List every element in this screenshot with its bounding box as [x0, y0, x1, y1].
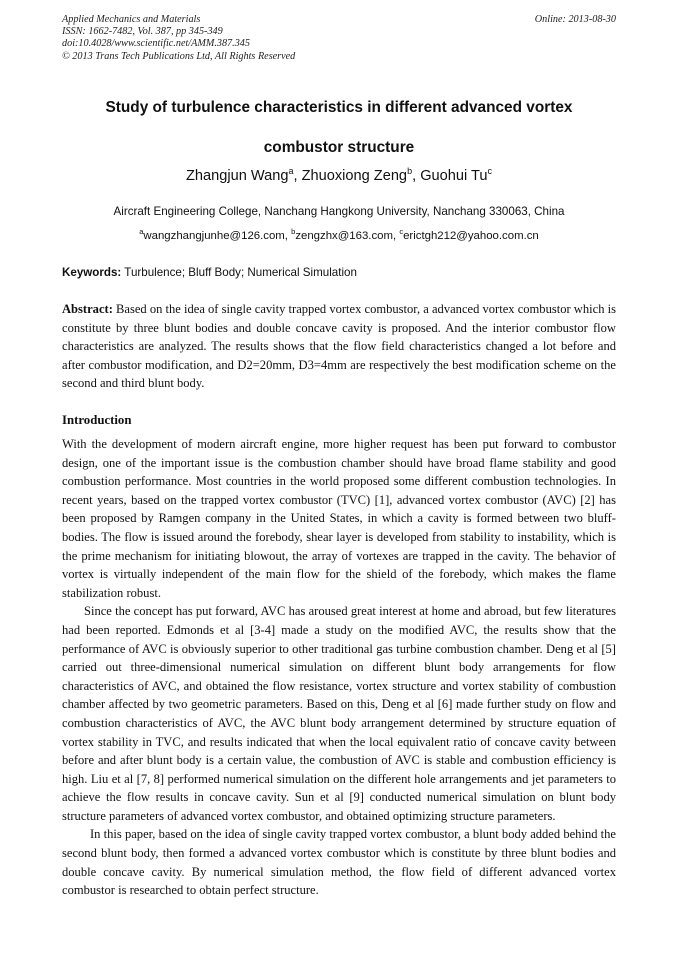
doi-line: doi:10.4028/www.scientific.net/AMM.387.345: [62, 38, 250, 50]
author-affiliation-mark: a: [288, 166, 294, 177]
paragraph: Since the concept has put forward, AVC has aroused great interest at home and abroad, but few literatures had been reported. Edmonds et al [3-4] made a study on the modified AVC, the results show that the performance of AVC is obviously superior to other traditional gas turbine combustion chamber. Deng et al [5] carried out three-dimensional numerical simulation on different blunt body arrangements for flow characteristics of AVC, and obtained the flow resistance, vortex structure and vortex stability of combustion chamber affected by two geometric parameters. Based on this, Deng et al [6] made further study on flow and combustion characteristics of AVC, the AVC blunt body arrangement determined by structure equation of vortex stability in TVC, and results indicated that when the local equivalent ratio of concave cavity between before and after blunt body is a certain value, the combustion of AVC is stable and combustion efficiency is high. Liu et al [7, 8] performed numerical simulation on the different hole arrangements and jet parameters to achieve the flow results in concave cavity. Sun et al [9] conducted numerical simulation on blunt body structure parameters of advanced vortex combustor, and obtained optimizing structure parameters.: [62, 604, 616, 823]
journal-name: Applied Mechanics and Materials: [62, 14, 201, 25]
email-address[interactable]: erictgh212@yahoo.com.cn: [403, 230, 539, 242]
paragraph: In this paper, based on the idea of single cavity trapped vortex combustor, a blunt body added behind the second blunt body, then formed a advanced vortex combustor which is constitute by three blunt bodies and double concave cavity. By numerical simulation method, the flow field of different advanced vortex combustor is researched to obtain perfect structure.: [62, 827, 616, 898]
email-list: [62, 228, 616, 244]
title-line-1: Study of turbulence characteristics in different advanced vortex: [105, 99, 573, 116]
email-mark: a: [139, 227, 144, 237]
email-mark: b: [291, 227, 296, 237]
abstract-section: [62, 300, 616, 393]
author-separator: ,: [412, 168, 421, 184]
title-line-2: combustor structure: [263, 139, 415, 156]
email-separator: ,: [393, 230, 400, 242]
email-separator: ,: [284, 230, 292, 242]
online-date: Online: 2013-08-30: [534, 14, 616, 25]
copyright-line: © 2013 Trans Tech Publications Ltd, All Rights Reserved: [62, 50, 296, 62]
author-affiliation-mark: b: [407, 166, 413, 177]
author-name: Zhangjun Wang: [185, 168, 289, 184]
keywords-section: [62, 265, 616, 281]
author-list: [62, 166, 616, 186]
author-name: Guohui Tu: [420, 168, 488, 184]
section-heading-introduction: Introduction: [62, 413, 132, 427]
email-address[interactable]: wangzhangjunhe@126.com: [143, 230, 285, 242]
journal-header: [62, 14, 616, 63]
introduction-body: [62, 435, 616, 900]
keywords-text: Turbulence; Bluff Body; Numerical Simulation: [121, 266, 357, 279]
affiliation: Aircraft Engineering College, Nanchang Hangkong University, Nanchang 330063, China: [113, 205, 565, 218]
paper-title: [62, 88, 616, 168]
email-mark: c: [399, 227, 404, 237]
email-address[interactable]: zengzhx@163.com: [295, 230, 393, 242]
author-affiliation-mark: c: [487, 166, 493, 177]
keywords-label: Keywords:: [62, 266, 122, 279]
author-separator: ,: [293, 168, 302, 184]
paragraph: With the development of modern aircraft engine, more higher request has been put forward to combustor design, one of the important issue is the combustion chamber should have broad flame stability and good combustion performance. Most countries in the world proposed some different combustion technologies. In recent years, based on the trapped vortex combustor (TVC) [1], advanced vortex combustor (AVC) [2] has been proposed by Ramgen company in the United States, in which a cavity is formed between two bluff-bodies. The flow is issued around the forebody, shear layer is developed from stability to instability, which is the prime mechanism for initiating blowout, the array of vortexes are trapped in the cavity. The behavior of vortex is virtually independent of the main flow for the shield of the forebody, which makes the flame stabilization robust.: [62, 437, 616, 600]
abstract-text: Based on the idea of single cavity trapped vortex combustor, a advanced vortex combustor which is constitute by three blunt bodies and double concave cavity is proposed. And the interior combustor flow characteristics are analyzed. The results shows that the flow field characteristics changed a lot before and after combustor modification, and D2=20mm, D3=4mm are respectively the best modification scheme on the second and third blunt body.: [62, 302, 616, 391]
author-name: Zhuoxiong Zeng: [301, 168, 408, 184]
abstract-label: Abstract:: [62, 302, 113, 316]
issn-line: ISSN: 1662-7482, Vol. 387, pp 345-349: [62, 26, 223, 38]
